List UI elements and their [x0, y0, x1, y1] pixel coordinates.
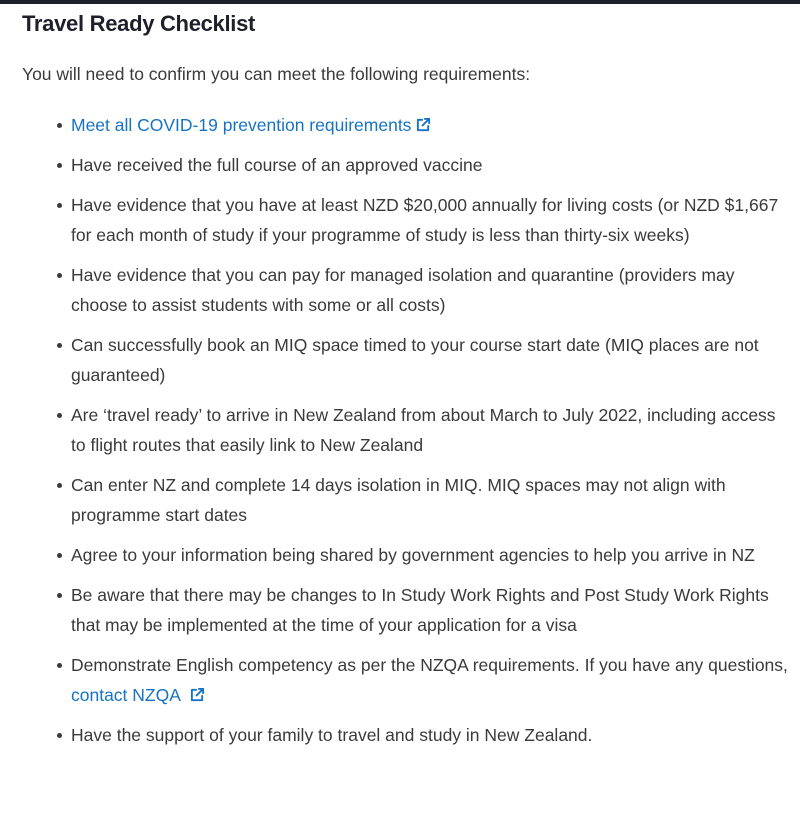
list-item: Are ‘travel ready’ to arrive in New Zealand from about March to July 2022, including access to flight routes that easily link to New Zealand [71, 400, 792, 460]
list-item: Have the support of your family to travel and study in New Zealand. [71, 720, 792, 750]
external-link-icon [416, 117, 431, 132]
list-item-text: Demonstrate English competency as per the NZQA requirements. If you have any questions, [71, 655, 788, 675]
list-item: Have received the full course of an approved vaccine [71, 150, 792, 180]
list-item: Be aware that there may be changes to In Study Work Rights and Post Study Work Rights that may be implemented at the time of your application for a visa [71, 580, 792, 640]
intro-text: You will need to confirm you can meet the following requirements: [22, 64, 531, 84]
list-item: Agree to your information being shared by government agencies to help you arrive in NZ [71, 540, 792, 570]
list-item: Can enter NZ and complete 14 days isolation in MIQ. MIQ spaces may not align with programme start dates [71, 470, 792, 530]
requirements-list [22, 110, 792, 750]
page-title: Travel Ready Checklist [22, 11, 256, 36]
list-item: Can successfully book an MIQ space timed to your course start date (MIQ places are not guaranteed) [71, 330, 792, 390]
contact-nzqa-link[interactable] [71, 685, 205, 705]
external-link-icon [190, 687, 205, 702]
travel-ready-section [22, 8, 792, 760]
covid-requirements-link[interactable] [71, 115, 431, 135]
list-item: Have evidence that you can pay for managed isolation and quarantine (providers may choose to assist students with some or all costs) [71, 260, 792, 320]
list-item [71, 650, 792, 710]
list-item: Have evidence that you have at least NZD $20,000 annually for living costs (or NZD $1,667 for each month of study if your programme of study is less than thirty-six weeks) [71, 190, 792, 250]
list-item [71, 110, 792, 140]
top-border-bar [0, 0, 800, 4]
contact-nzqa-link-label: contact NZQA [71, 685, 181, 705]
covid-requirements-link-label: Meet all COVID-19 prevention requirements [71, 115, 412, 135]
